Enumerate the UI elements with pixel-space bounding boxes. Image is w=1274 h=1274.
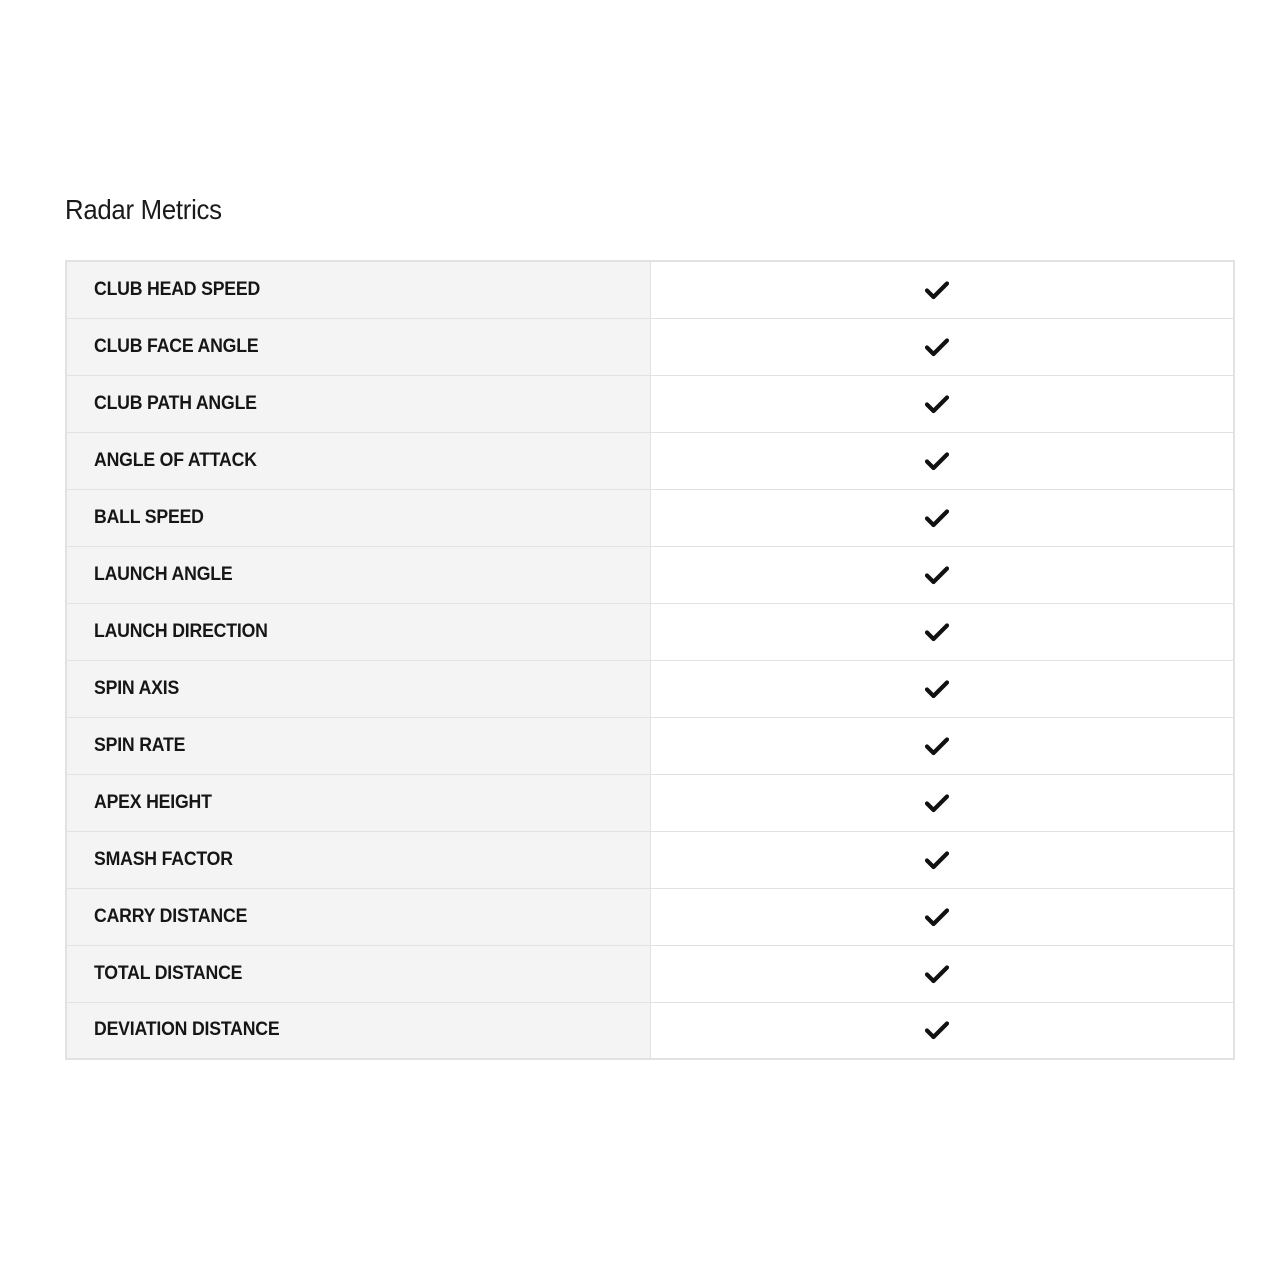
metric-label: DEVIATION DISTANCE bbox=[94, 1019, 280, 1041]
table-row bbox=[66, 375, 1234, 432]
table-row bbox=[66, 774, 1234, 831]
metric-check-cell bbox=[650, 1002, 1234, 1059]
table-row bbox=[66, 318, 1234, 375]
check-icon bbox=[925, 565, 949, 585]
table-row bbox=[66, 831, 1234, 888]
metric-name-cell bbox=[66, 489, 650, 546]
table-row bbox=[66, 603, 1234, 660]
metric-check-cell bbox=[650, 660, 1234, 717]
metric-label: APEX HEIGHT bbox=[94, 791, 212, 813]
metric-name-cell bbox=[66, 774, 650, 831]
table-row bbox=[66, 1002, 1234, 1059]
metric-check-cell bbox=[650, 945, 1234, 1002]
metric-name-cell bbox=[66, 945, 650, 1002]
metric-name-cell bbox=[66, 1002, 650, 1059]
metric-check-cell bbox=[650, 546, 1234, 603]
table-row bbox=[66, 546, 1234, 603]
metric-label: TOTAL DISTANCE bbox=[94, 962, 243, 984]
metric-label: SPIN AXIS bbox=[94, 677, 180, 699]
metric-name-cell bbox=[66, 375, 650, 432]
metric-name-cell bbox=[66, 546, 650, 603]
check-icon bbox=[925, 394, 949, 414]
metric-label: CLUB FACE ANGLE bbox=[94, 335, 259, 357]
metrics-table-body bbox=[66, 261, 1234, 1059]
table-row bbox=[66, 717, 1234, 774]
metric-check-cell bbox=[650, 489, 1234, 546]
metric-check-cell bbox=[650, 432, 1234, 489]
check-icon bbox=[925, 679, 949, 699]
check-icon bbox=[925, 1020, 949, 1040]
metric-check-cell bbox=[650, 831, 1234, 888]
check-icon bbox=[925, 850, 949, 870]
metric-name-cell bbox=[66, 888, 650, 945]
metric-check-cell bbox=[650, 717, 1234, 774]
table-row bbox=[66, 432, 1234, 489]
table-row bbox=[66, 261, 1234, 318]
check-icon bbox=[925, 622, 949, 642]
metric-label: CLUB PATH ANGLE bbox=[94, 392, 257, 414]
table-row bbox=[66, 660, 1234, 717]
check-icon bbox=[925, 451, 949, 471]
metric-label: CARRY DISTANCE bbox=[94, 905, 248, 927]
metric-name-cell bbox=[66, 660, 650, 717]
metric-name-cell bbox=[66, 717, 650, 774]
metric-label: SMASH FACTOR bbox=[94, 848, 233, 870]
metric-label: LAUNCH DIRECTION bbox=[94, 620, 268, 642]
metric-check-cell bbox=[650, 603, 1234, 660]
metric-check-cell bbox=[650, 318, 1234, 375]
metric-label: SPIN RATE bbox=[94, 734, 186, 756]
metric-label: ANGLE OF ATTACK bbox=[94, 449, 257, 471]
metric-check-cell bbox=[650, 774, 1234, 831]
metric-check-cell bbox=[650, 375, 1234, 432]
metric-check-cell bbox=[650, 888, 1234, 945]
metric-check-cell bbox=[650, 261, 1234, 318]
check-icon bbox=[925, 337, 949, 357]
metric-name-cell bbox=[66, 261, 650, 318]
metric-label: BALL SPEED bbox=[94, 506, 204, 528]
check-icon bbox=[925, 508, 949, 528]
table-row bbox=[66, 945, 1234, 1002]
metric-name-cell bbox=[66, 603, 650, 660]
radar-metrics-section bbox=[65, 190, 1235, 1041]
metric-label: CLUB HEAD SPEED bbox=[94, 278, 261, 300]
check-icon bbox=[925, 964, 949, 984]
table-row bbox=[66, 888, 1234, 945]
table-row bbox=[66, 489, 1234, 546]
section-title: Radar Metrics bbox=[65, 194, 222, 225]
check-icon bbox=[925, 793, 949, 813]
metrics-table bbox=[65, 260, 1235, 1060]
check-icon bbox=[925, 907, 949, 927]
check-icon bbox=[925, 280, 949, 300]
metric-name-cell bbox=[66, 432, 650, 489]
check-icon bbox=[925, 736, 949, 756]
metric-name-cell bbox=[66, 831, 650, 888]
metric-label: LAUNCH ANGLE bbox=[94, 563, 233, 585]
metric-name-cell bbox=[66, 318, 650, 375]
